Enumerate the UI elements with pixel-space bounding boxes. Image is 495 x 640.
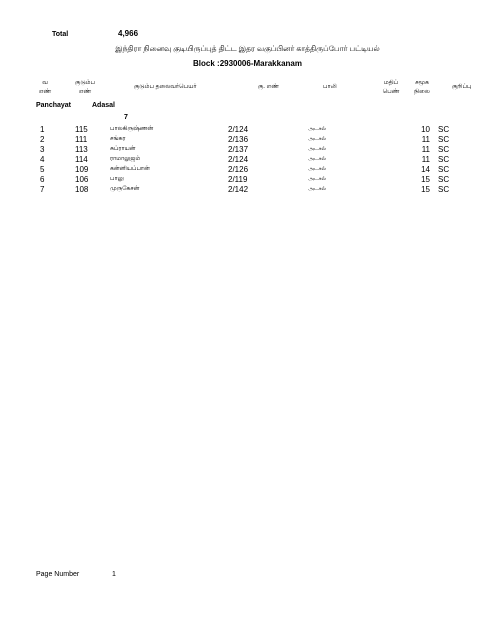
total-value: 4,966	[118, 29, 139, 38]
cell-score: 15	[421, 175, 430, 184]
report-title: இந்திரா நினைவு குடியிருப்புத் திட்ட இதர வகுப்பினர் காத்திருப்போர் பட்டியல்	[115, 44, 380, 53]
cell-gender: அடசல்	[308, 126, 327, 132]
cell-sn: 5	[40, 165, 45, 174]
cell-gender: அடசல்	[308, 156, 327, 162]
table-row	[0, 175, 495, 185]
cell-sn: 2	[40, 135, 45, 144]
footer-page-number: 1	[112, 571, 116, 578]
header-social: சமூக நிலை	[414, 80, 430, 95]
cell-door-no: 2/137	[228, 145, 249, 154]
panchayat-label: Panchayat	[36, 102, 72, 109]
header-sn: வ எண்	[38, 80, 52, 95]
cell-head-name: சுப்ராயன்	[110, 146, 136, 152]
cell-door-no: 2/136	[228, 135, 249, 144]
table-row	[0, 125, 495, 135]
cell-score: 15	[421, 185, 430, 194]
cell-door-no: 2/124	[228, 125, 249, 134]
cell-head-name: சங்கர	[110, 136, 126, 142]
cell-social: SC	[438, 125, 450, 134]
cell-score: 11	[421, 155, 430, 164]
table-row	[0, 165, 495, 175]
cell-family-no: 114	[75, 155, 88, 164]
cell-head-name: ராமாலுஜம்	[110, 156, 141, 162]
cell-head-name: கன்னியப்பான்	[110, 166, 150, 172]
cell-sn: 3	[40, 145, 45, 154]
cell-family-no: 106	[75, 175, 89, 184]
total-label: Total	[52, 31, 69, 38]
table-row	[0, 185, 495, 195]
cell-social: SC	[438, 155, 450, 164]
cell-family-no: 115	[75, 125, 88, 134]
cell-gender: அடசல்	[308, 146, 327, 152]
cell-head-name: பாலு	[110, 176, 124, 182]
cell-sn: 1	[40, 125, 45, 134]
cell-social: SC	[438, 165, 450, 174]
cell-door-no: 2/119	[228, 175, 248, 184]
cell-score: 10	[421, 125, 430, 134]
cell-head-name: முருகேசன்	[110, 186, 140, 192]
table-row	[0, 135, 495, 145]
cell-gender: அடசல்	[308, 186, 327, 192]
cell-score: 11	[421, 145, 430, 154]
cell-score: 14	[421, 165, 430, 174]
cell-score: 11	[421, 135, 430, 144]
block-label: Block :2930006-Marakkanam	[193, 59, 302, 68]
cell-sn: 7	[40, 185, 45, 194]
cell-door-no: 2/142	[228, 185, 249, 194]
cell-sn: 4	[40, 155, 45, 164]
cell-door-no: 2/124	[228, 155, 249, 164]
panchayat-name: Adasal	[92, 102, 115, 109]
table-row	[0, 155, 495, 165]
header-door-no: கு. எண்	[258, 84, 279, 90]
cell-social: SC	[438, 185, 450, 194]
header-remarks: குறிப்பு	[452, 84, 472, 90]
cell-social: SC	[438, 135, 450, 144]
cell-gender: அடசல்	[308, 136, 327, 142]
cell-family-no: 109	[75, 165, 89, 174]
header-family-no: குடும்ப எண்	[75, 80, 95, 95]
cell-gender: அடசல்	[308, 166, 327, 172]
cell-head-name: பாலகிருஷ்ணன்	[110, 126, 154, 132]
table-row	[0, 145, 495, 155]
group-number: 7	[124, 114, 128, 121]
cell-family-no: 108	[75, 185, 89, 194]
header-gender: பாலி	[323, 84, 337, 90]
cell-social: SC	[438, 145, 450, 154]
cell-family-no: 113	[75, 145, 88, 154]
header-score: மதிப் பெண்	[382, 80, 400, 95]
cell-gender: அடசல்	[308, 176, 327, 182]
footer-page-label: Page Number	[36, 571, 80, 578]
cell-door-no: 2/126	[228, 165, 249, 174]
cell-sn: 6	[40, 175, 45, 184]
cell-social: SC	[438, 175, 450, 184]
cell-family-no: 111	[75, 135, 88, 144]
header-head-name: குடும்ப தலைவர்பெயர்	[134, 84, 197, 90]
